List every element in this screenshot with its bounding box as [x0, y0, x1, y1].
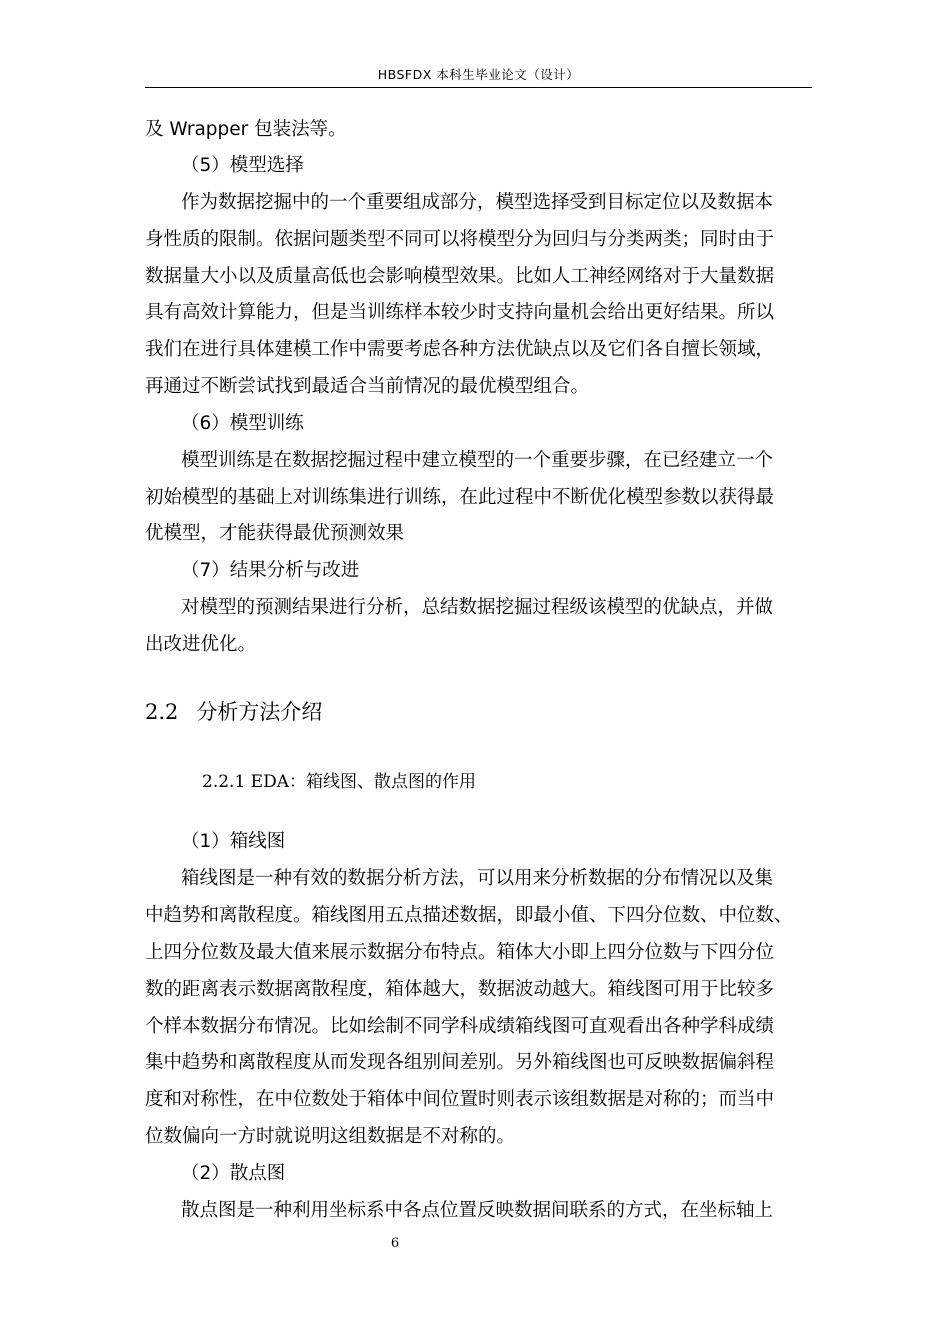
subheading-model-selection: （5）模型选择 — [181, 155, 304, 176]
paragraph-line: 作为数据挖掘中的一个重要组成部分，模型选择受到目标定位以及数据本 — [181, 192, 774, 213]
running-header: HBSFDX 本科生毕业论文（设计） — [377, 67, 580, 82]
paragraph-line: 我们在进行具体建模工作中需要考虑各种方法优缺点以及它们各自擅长领域， — [145, 339, 775, 360]
subheading-scatter-plot: （2）散点图 — [181, 1163, 286, 1184]
paragraph-line: 对模型的预测结果进行分析，总结数据挖掘过程级该模型的优缺点，并做 — [181, 597, 774, 618]
section-heading-2-2 — [145, 698, 322, 726]
paragraph-line: 数的距离表示数据离散程度，箱体越大，数据波动越大。箱线图可用于比较多 — [145, 979, 775, 1000]
paragraph-line: 身性质的限制。依据问题类型不同可以将模型分为回归与分类两类；同时由于 — [145, 229, 775, 250]
subheading-model-training: （6）模型训练 — [181, 413, 304, 434]
subsection-number: 2.2.1 EDA： — [202, 772, 306, 792]
paragraph-line: 优模型，才能获得最优预测效果 — [145, 523, 405, 544]
header-rule — [145, 87, 812, 88]
section-title: 分析方法介绍 — [196, 700, 323, 724]
paragraph-line: 及 Wrapper 包装法等。 — [145, 119, 347, 140]
paragraph-line: 具有高效计算能力，但是当训练样本较少时支持向量机会给出更好结果。所以 — [145, 302, 775, 323]
paragraph-line: 个样本数据分布情况。比如绘制不同学科成绩箱线图可直观看出各种学科成绩 — [145, 1016, 775, 1037]
page-number: 6 — [390, 1236, 400, 1251]
paragraph-line: 初始模型的基础上对训练集进行训练，在此过程中不断优化模型参数以获得最 — [145, 487, 775, 508]
section-heading-2-2-1 — [202, 770, 476, 794]
paragraph-line: 箱线图是一种有效的数据分析方法，可以用来分析数据的分布情况以及集 — [181, 868, 774, 889]
paragraph-line: 数据量大小以及质量高低也会影响模型效果。比如人工神经网络对于大量数据 — [145, 266, 775, 287]
paragraph-line: 中趋势和离散程度。箱线图用五点描述数据，即最小值、下四分位数、中位数、 — [145, 905, 793, 926]
paragraph-line: 上四分位数及最大值来展示数据分布特点。箱体大小即上四分位数与下四分位 — [145, 942, 775, 963]
paragraph-line: 模型训练是在数据挖掘过程中建立模型的一个重要步骤，在已经建立一个 — [181, 450, 774, 471]
paragraph-line: 度和对称性，在中位数处于箱体中间位置时则表示该组数据是对称的；而当中 — [145, 1089, 775, 1110]
paragraph-line: 出改进优化。 — [145, 634, 257, 655]
paragraph-line: 集中趋势和离散程度从而发现各组别间差别。另外箱线图也可反映数据偏斜程 — [145, 1052, 775, 1073]
paragraph-line: 散点图是一种利用坐标系中各点位置反映数据间联系的方式，在坐标轴上 — [181, 1200, 774, 1221]
subsection-title: 箱线图、散点图的作用 — [305, 772, 476, 792]
subheading-result-analysis: （7）结果分析与改进 — [181, 560, 360, 581]
section-number: 2.2 — [145, 700, 179, 724]
paragraph-line: 再通过不断尝试找到最适合当前情况的最优模型组合。 — [145, 376, 590, 397]
paragraph-line: 位数偏向一方时就说明这组数据是不对称的。 — [145, 1126, 516, 1147]
subheading-boxplot: （1）箱线图 — [181, 831, 286, 852]
